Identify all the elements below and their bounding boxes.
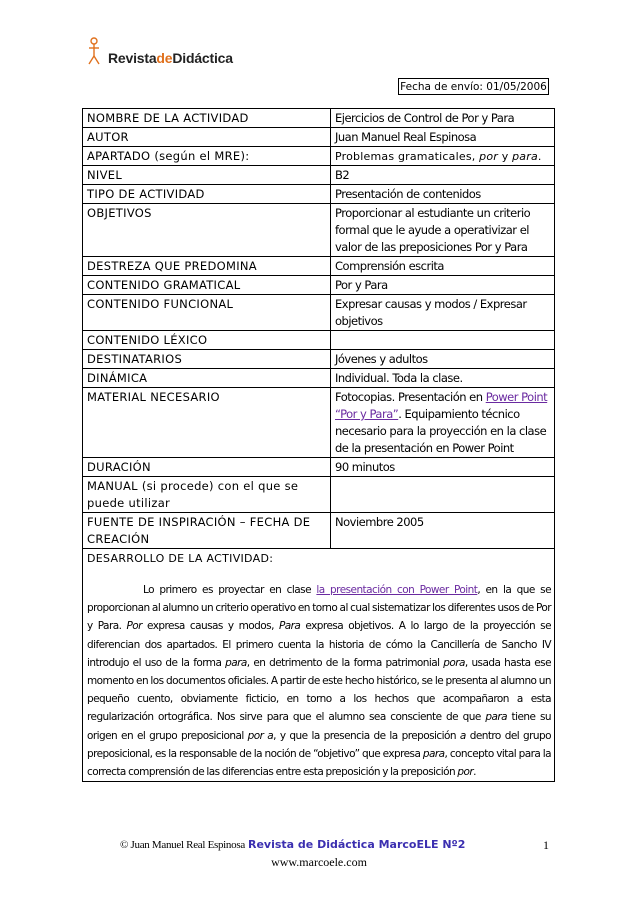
row-objetivos [83, 204, 555, 257]
desarrollo-text-3: expresa causas y modos, [141, 620, 279, 633]
label-fuente: FUENTE DE INSPIRACIÓN – FECHA DE CREACIÓN [83, 513, 331, 549]
logo-part2: de [156, 50, 173, 66]
row-desarrollo [83, 549, 555, 782]
value-dinamica: Individual. Toda la clase. [331, 369, 555, 388]
desarrollo-em-para: Para [278, 620, 301, 633]
desarrollo-em-por-a: por a [247, 729, 274, 742]
label-material: MATERIAL NECESARIO [83, 388, 331, 458]
row-gramatical [83, 276, 555, 295]
row-nombre [83, 109, 555, 128]
value-nombre: Ejercicios de Control de Por y Para [331, 109, 555, 128]
desarrollo-text-6: , usada hasta ese momento en los documentos oficiales. A partir de este hecho histórico, se le presenta al alumno un pequeño cuento, obviamente ficticio, en torno a los hechos que acompañaron a esta regularización ortográfica. Nos sirve para que el alumno sea consciente de que [87, 656, 551, 724]
value-destreza: Comprensión escrita [331, 257, 555, 276]
row-material [83, 388, 555, 458]
logo-text [108, 50, 233, 66]
label-funcional: CONTENIDO FUNCIONAL [83, 295, 331, 331]
desarrollo-em-por-2: por [457, 766, 474, 779]
power-point-link[interactable]: Power Point [485, 390, 548, 404]
desarrollo-em-para-4: para [422, 747, 445, 760]
row-funcional [83, 295, 555, 331]
value-nivel: B2 [331, 166, 555, 185]
desarrollo-text-5: , en detrimento de la forma patrimonial [246, 656, 444, 669]
desarrollo-text-10: , concepto vital para la correcta comprensión de las diferencias entre esta preposición y la preposición [87, 747, 551, 779]
row-autor [83, 128, 555, 147]
desarrollo-em-a: a [459, 729, 466, 742]
value-apartado [331, 147, 555, 166]
desarrollo-em-pora: pora [443, 656, 465, 669]
label-gramatical: CONTENIDO GRAMATICAL [83, 276, 331, 295]
desarrollo-em-para-2: para [225, 656, 247, 669]
desarrollo-text-9: dentro del grupo preposicional, es la responsable de la noción de “objetivo” que expresa [87, 729, 551, 760]
desarrollo-text-8: , y que la presencia de la preposición [273, 729, 460, 742]
label-nivel: NIVEL [83, 166, 331, 185]
presentacion-link[interactable]: la presentación con Power Point [316, 584, 478, 596]
value-manual [331, 477, 555, 513]
label-manual: MANUAL (si procede) con el que se puede utilizar [83, 477, 331, 513]
value-apartado-text: Problemas gramaticales, [335, 150, 480, 163]
label-destreza: DESTREZA QUE PREDOMINA [83, 257, 331, 276]
value-destinatarios: Jóvenes y adultos [331, 350, 555, 369]
row-lexico [83, 331, 555, 350]
label-autor: AUTOR [83, 128, 331, 147]
page-number: 1 [543, 838, 549, 852]
row-apartado [83, 147, 555, 166]
row-fuente [83, 513, 555, 549]
por-y-para-link[interactable]: “Por y Para” [335, 407, 399, 421]
desarrollo-text-7: tiene su origen en el grupo preposicional [87, 711, 551, 742]
value-duracion: 90 minutos [331, 458, 555, 477]
value-material-a: Fotocopias. Presentación en [335, 390, 486, 404]
value-autor: Juan Manuel Real Espinosa [331, 128, 555, 147]
label-destinatarios: DESTINATARIOS [83, 350, 331, 369]
logo-part3: Didáctica [172, 50, 233, 66]
desarrollo-cell [83, 549, 555, 782]
value-apartado-mid: y [498, 150, 513, 163]
row-dinamica [83, 369, 555, 388]
footer-copyright: © Juan Manuel Real Espinosa [120, 839, 245, 851]
logo-figure-icon [88, 36, 108, 66]
desarrollo-em-por: Por [126, 620, 142, 633]
desarrollo-text-2: , en la que se proporcionan al alumno un criterio operativo en torno al cual sistematizar los diferentes usos de Por y Para. [87, 584, 551, 633]
desarrollo-em-para-3: para [485, 711, 507, 724]
row-manual [83, 477, 555, 513]
row-destreza [83, 257, 555, 276]
row-duracion [83, 458, 555, 477]
label-nombre: NOMBRE DE LA ACTIVIDAD [83, 109, 331, 128]
desarrollo-text-1: Lo primero es proyectar en clase [143, 584, 317, 596]
row-destinatarios [83, 350, 555, 369]
label-dinamica: DINÁMICA [83, 369, 331, 388]
desarrollo-text-11: . [473, 766, 476, 779]
value-funcional: Expresar causas y modos / Expresar objetivos [331, 295, 555, 331]
value-material [331, 388, 555, 458]
label-objetivos: OBJETIVOS [83, 204, 331, 257]
value-tipo: Presentación de contenidos [331, 185, 555, 204]
desarrollo-text-4: expresa objetivos. A lo largo de la proyección se diferencian dos apartados. El primero cuenta la historia de cómo la Cancillería de Sancho IV introdujo el uso de la forma [87, 620, 552, 669]
logo-part1: Revista [108, 50, 157, 66]
date-box: Fecha de envío: 01/05/2006 [398, 78, 549, 95]
label-tipo: TIPO DE ACTIVIDAD [83, 185, 331, 204]
value-objetivos: Proporcionar al estudiante un criterio formal que le ayude a operativizar el valor de las preposiciones Por y Para [331, 204, 555, 257]
value-apartado-para: para [512, 150, 538, 163]
value-apartado-por: por [479, 150, 498, 163]
desarrollo-title: DESARROLLO DE LA ACTIVIDAD: [87, 552, 274, 565]
value-material-c: . Equipamiento técnico necesario para la proyección en la clase de la presentación en Power Point [335, 407, 547, 455]
value-gramatical: Por y Para [331, 276, 555, 295]
activity-table [82, 108, 555, 782]
desarrollo-body [87, 581, 551, 781]
footer-website: www.marcoele.com [271, 855, 367, 869]
label-lexico: CONTENIDO LÉXICO [83, 331, 331, 350]
row-nivel [83, 166, 555, 185]
footer-journal: Revista de Didáctica MarcoELE Nº2 [247, 838, 466, 851]
footer-credit [120, 838, 465, 851]
value-lexico [331, 331, 555, 350]
value-apartado-end: . [537, 150, 542, 163]
label-apartado: APARTADO (según el MRE): [83, 147, 331, 166]
value-fuente: Noviembre 2005 [331, 513, 555, 549]
row-tipo [83, 185, 555, 204]
label-duracion: DURACIÓN [83, 458, 331, 477]
